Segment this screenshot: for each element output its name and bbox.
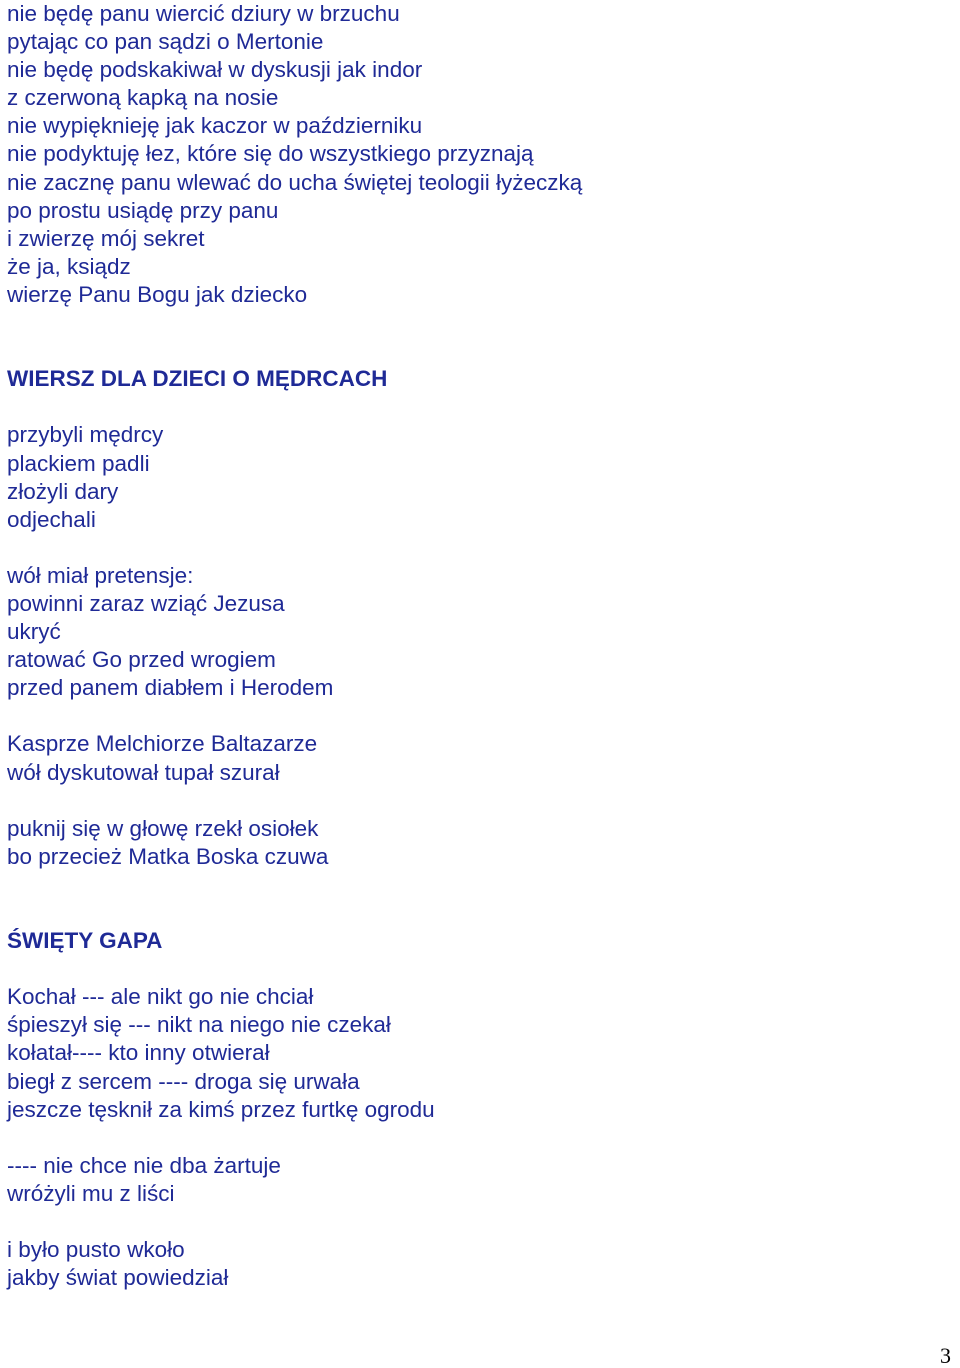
poem-line: wróżyli mu z liści [7,1180,175,1206]
poem-line: i zwierzę mój sekret [7,225,205,251]
poem-line: nie zacznę panu wlewać do ucha świętej teologii łyżeczką [7,169,583,195]
poem-3 [7,927,947,1292]
poem-line: nie będę panu wiercić dziury w brzuchu [7,1,400,26]
poem-line: puknij się w głowę rzekł osiołek [7,815,319,841]
spacer [7,1124,947,1152]
spacer [7,393,947,421]
spacer [7,534,947,562]
spacer [7,955,947,983]
poem-title: ŚWIĘTY GAPA [7,928,163,954]
poem-line: przed panem diabłem i Herodem [7,675,334,701]
poem-line: nie podyktuję łez, które się do wszystkiego przyznają [7,141,534,167]
spacer [7,787,947,815]
poem-line: złożyli dary [7,478,119,504]
poem-line: Kochał --- ale nikt go nie chciał [7,984,314,1010]
spacer [7,702,947,730]
document-page [7,0,947,1292]
poem-line: ---- nie chce nie dba żartuje [7,1152,281,1178]
spacer [7,871,947,927]
poem-line: powinni zaraz wziąć Jezusa [7,590,285,616]
poem-1 [7,0,947,309]
poem-line: ratować Go przed wrogiem [7,647,276,673]
poem-line: śpieszył się --- nikt na niego nie czekał [7,1012,391,1038]
poem-line: jakby świat powiedział [7,1265,229,1291]
poem-line: nie wypięknieję jak kaczor w październiku [7,113,423,139]
poem-line: z czerwoną kapką na nosie [7,85,279,111]
spacer [7,309,947,365]
poem-line: że ja, ksiądz [7,253,131,279]
poem-line: i było pusto wkoło [7,1237,185,1263]
poem-2 [7,365,947,871]
poem-line: wół dyskutował tupał szurał [7,759,280,785]
poem-line: ukryć [7,619,61,645]
poem-line: pytając co pan sądzi o Mertonie [7,29,324,55]
poem-line: jeszcze tęsknił za kimś przez furtkę ogrodu [7,1096,435,1122]
poem-line: Kasprze Melchiorze Baltazarze [7,731,318,757]
spacer [7,1208,947,1236]
poem-line: odjechali [7,506,96,532]
page-number: 3 [940,1343,951,1368]
poem-line: nie będę podskakiwał w dyskusji jak indor [7,57,423,83]
poem-line: przybyli mędrcy [7,422,164,448]
poem-line: plackiem padli [7,450,150,476]
poem-line: biegł z sercem ---- droga się urwała [7,1068,360,1094]
poem-line: bo przecież Matka Boska czuwa [7,843,329,869]
poem-line: wierzę Panu Bogu jak dziecko [7,281,308,307]
poem-title: WIERSZ DLA DZIECI O MĘDRCACH [7,366,388,392]
poem-line: po prostu usiądę przy panu [7,197,279,223]
poem-line: kołatał---- kto inny otwierał [7,1040,270,1066]
poem-line: wół miał pretensje: [7,562,194,588]
